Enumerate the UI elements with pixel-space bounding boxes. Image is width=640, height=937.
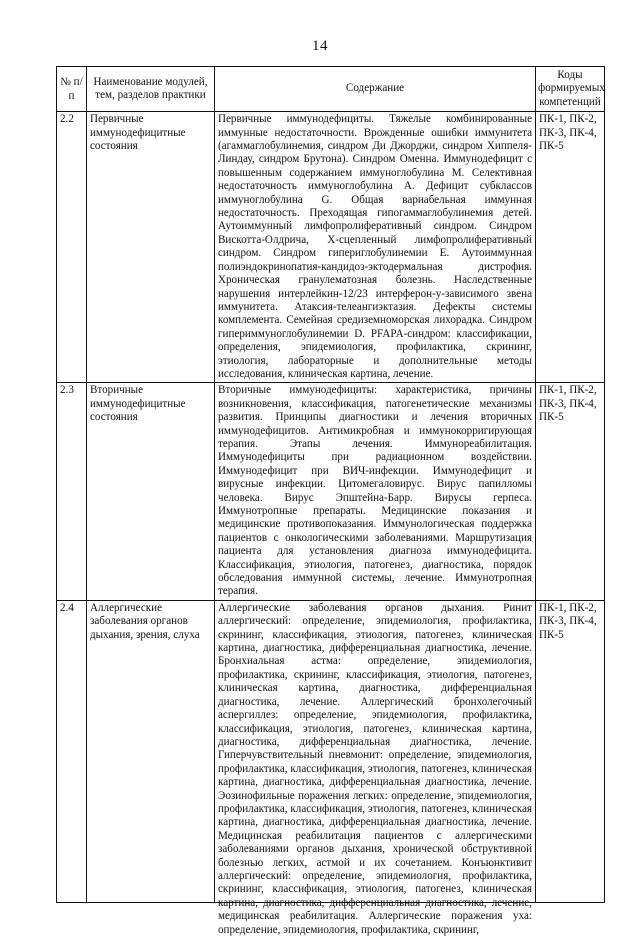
row-name: Вторичные иммунодефицитные состояния <box>87 383 215 601</box>
row-name: Аллергические заболевания органов дыхания, зрения, слуха <box>87 600 215 902</box>
row-num: 2.4 <box>57 600 87 902</box>
header-name: Наименование модулей, тем, разделов практики <box>87 67 215 112</box>
row-content: Вторичные иммунодефициты: характеристика, причины возникновения, классификация, патогенетические механизмы развития. Принципы диагностики и лечения вторичных иммунодефицитов. Антимикробная и иммунокорригирующая терапия. Этапы лечения. Иммунореабилитация. Иммунодефициты при радиационном воздействии. Иммунодефицит при ВИЧ-инфекции. Иммунодефицит и вирусные инфекции. Цитомегаловирус. Вирус папилломы человека. Вирус Эпштейна-Барр. Вирусы герпеса. Иммунотропные препараты. Медицинские показания и медицинские противопоказания. Иммунологическая поддержка пациентов с онкологическими заболеваниями. Маршрутизация пациента для установления диагноза иммунодефицита. Классификация, этиология, патогенез, диагностика, порядок обследования иммунной системы, лечение. Иммунотропная терапия. <box>215 383 536 601</box>
table-row <box>57 600 605 902</box>
page-number: 14 <box>312 38 328 54</box>
row-name: Первичные иммунодефицитные состояния <box>87 112 215 383</box>
row-num: 2.3 <box>57 383 87 601</box>
row-codes: ПК-1, ПК-2, ПК-3, ПК-4, ПК-5 <box>536 383 605 601</box>
table-row <box>57 383 605 601</box>
row-num: 2.2 <box>57 112 87 383</box>
table-row <box>57 112 605 383</box>
table-header-row <box>57 67 605 112</box>
row-codes: ПК-1, ПК-2, ПК-3, ПК-4, ПК-5 <box>536 112 605 383</box>
header-num: № п/п <box>57 67 87 112</box>
row-content: Аллергические заболевания органов дыхания. Ринит аллергический: определение, эпидемиология, профилактика, скрининг, классификация, этиология, патогенез, клиническая картина, диагностика, дифференциальная диагностика, лечение. Бронхиальная астма: определение, эпидемиология, профилактика, скрининг, классификация, этиология, патогенез, клиническая картина, диагностика, дифференциальная диагностика, лечение. Аллергический бронхолегочный аспергиллез: определение, эпидемиология, профилактика, классификация, этиология, патогенез, клиническая картина, диагностика, дифференциальная диагностика, лечение. Гиперчувствительный пневмонит: определение, эпидемиология, профилактика, классификация, этиология, патогенез, клиническая картина, диагностика, дифференциальная диагностика, лечение. Эозинофильные поражения легких: определение, эпидемиология, профилактика, классификация, этиология, патогенез, клиническая картина, диагностика, дифференциальная диагностика, лечение. Медицинская реабилитация пациентов с аллергическими заболеваниями органов дыхания, хронической обструктивной болезнью легких, астмой и их сочетанием. Конъюнктивит аллергический: определение, эпидемиология, профилактика, скрининг, классификация, этиология, патогенез, клиническая картина, диагностика, дифференциальная диагностика, лечение, медицинская реабилитация. Аллергические поражения уха: определение, эпидемиология, профилактика, скрининг, <box>218 601 532 936</box>
header-codes: Коды формируемых компетенций <box>536 67 605 112</box>
header-content: Содержание <box>215 67 536 112</box>
row-codes: ПК-1, ПК-2, ПК-3, ПК-4, ПК-5 <box>536 600 605 902</box>
row-content: Первичные иммунодефициты. Тяжелые комбинированные иммунные недостаточности. Врожденные ошибки иммунитета (агаммаглобулинемия, синдром Ди Джорджи, синдром Хиппеля-Линдау, синдром Брутона). Синдром Оменна. Иммунодефицит с повышенным содержанием иммуноглобулина М. Селективная недостаточность иммуноглобулина А. Дефицит субклассов иммуноглобулина G. Общая вариабельная иммунная недостаточность. Преходящая гипогаммаглобулинемия детей. Аутоиммунный лимфопролиферативный синдром. Синдром Вискотта-Олдрича, Х-сцепленный лимфопролиферативный синдром. Синдром гипериглобулинемии Е. Аутоиммунная полиэндокринопатия-кандидоз-эктодермальная дистрофия. Хроническая гранулематозная болезнь. Наследственные нарушения интерлейкин-12/23 интерферон-у-зависимого звена иммунитета. Атаксия-телеангиэктазия. Дефекты системы комплемента. Семейная средиземноморская лихорадка. Синдром гипериммуноглобулинемии D. PFAPA-синдром: классификации, определения, эпидемиология, профилактика, скрининг, этиология, лабораторные и дополнительные методы исследования, клиническая картина, лечение. <box>215 112 536 383</box>
row-content-cell <box>215 600 536 936</box>
curriculum-table <box>56 66 605 936</box>
